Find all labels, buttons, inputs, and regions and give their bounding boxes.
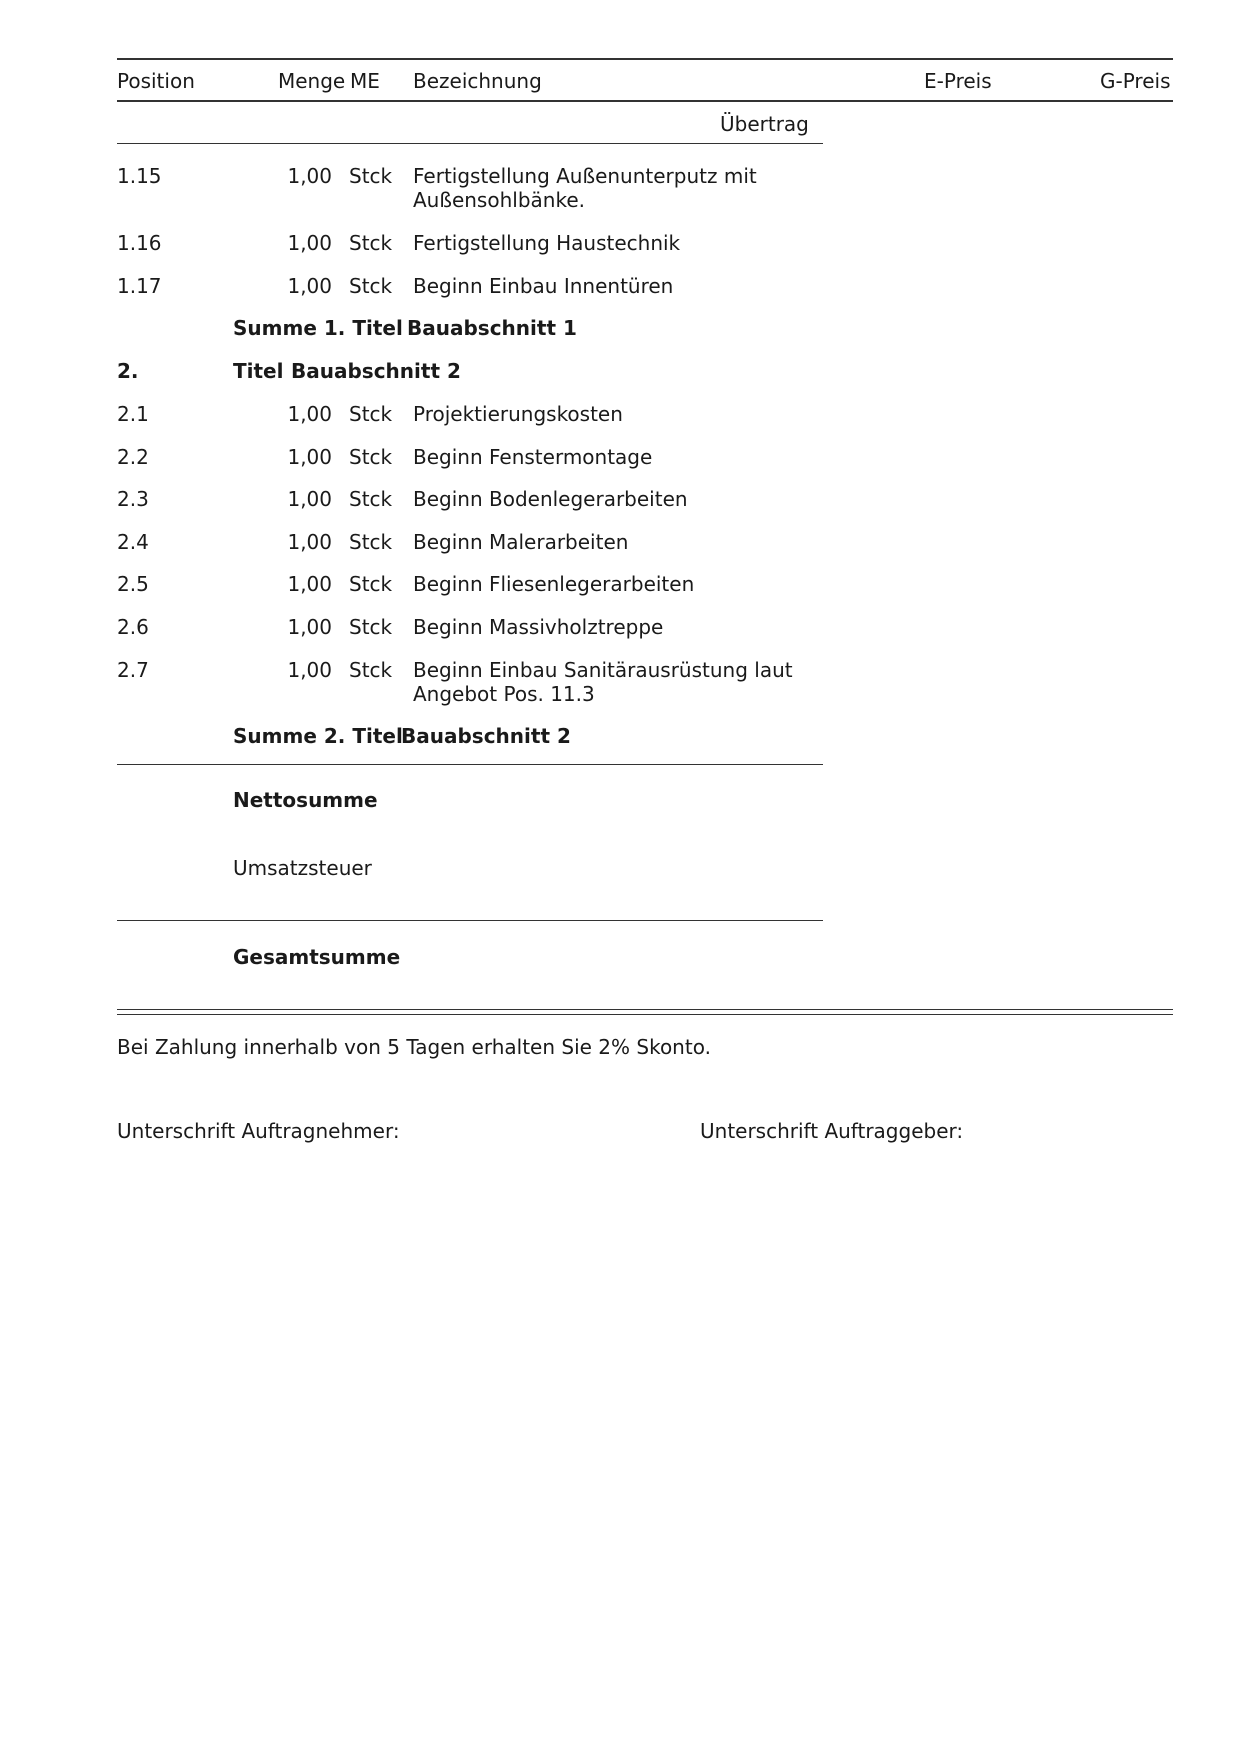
title2-label: Titel (233, 359, 284, 383)
col-header-me: ME (350, 69, 380, 93)
row-description: Beginn Bodenlegerarbeiten (413, 487, 688, 511)
row-me: Stck (349, 572, 393, 596)
row-description: Beginn Einbau Sanitärausrüstung laut Angebot Pos. 11.3 (413, 658, 793, 706)
row-position: 2.2 (117, 445, 149, 469)
double-rule-bottom (117, 1014, 1173, 1015)
sum2-label: Summe 2. Titel (233, 724, 403, 748)
header-top-rule (117, 58, 1173, 60)
sum2-rule (117, 764, 823, 765)
col-header-bezeichnung: Bezeichnung (413, 69, 542, 93)
sum1-label: Summe 1. Titel (233, 316, 403, 340)
row-position: 1.15 (117, 164, 162, 188)
row-position: 1.17 (117, 274, 162, 298)
uebertrag-label: Übertrag (720, 112, 809, 136)
gesamt-label: Gesamtsumme (233, 945, 401, 969)
sign-contractor-label: Unterschrift Auftragnehmer: (117, 1119, 400, 1143)
row-menge: 1,00 (287, 274, 332, 298)
row-description: Beginn Fliesenlegerarbeiten (413, 572, 695, 596)
row-me: Stck (349, 487, 393, 511)
row-me: Stck (349, 402, 393, 426)
netto-label: Nettosumme (233, 788, 378, 812)
row-menge: 1,00 (287, 164, 332, 188)
sum2-name: Bauabschnitt 2 (401, 724, 571, 748)
row-description: Beginn Einbau Innentüren (413, 274, 674, 298)
ust-label: Umsatzsteuer (233, 856, 372, 880)
row-me: Stck (349, 530, 393, 554)
row-menge: 1,00 (287, 487, 332, 511)
row-menge: 1,00 (287, 615, 332, 639)
row-me: Stck (349, 445, 393, 469)
uebertrag-rule (117, 143, 823, 144)
totals-rule (117, 920, 823, 921)
sum1-name: Bauabschnitt 1 (407, 316, 577, 340)
row-position: 2.4 (117, 530, 149, 554)
row-description: Fertigstellung Haustechnik (413, 231, 681, 255)
row-menge: 1,00 (287, 530, 332, 554)
row-position: 2.3 (117, 487, 149, 511)
row-menge: 1,00 (287, 658, 332, 682)
row-position: 2.5 (117, 572, 149, 596)
row-menge: 1,00 (287, 231, 332, 255)
skonto-note: Bei Zahlung innerhalb von 5 Tagen erhalten Sie 2% Skonto. (117, 1035, 711, 1059)
row-description: Fertigstellung Außenunterputz mit Außensohlbänke. (413, 164, 757, 212)
double-rule-top (117, 1009, 1173, 1010)
col-header-menge: Menge (278, 69, 346, 93)
title2-position: 2. (117, 359, 139, 383)
row-position: 2.6 (117, 615, 149, 639)
row-me: Stck (349, 274, 393, 298)
row-description: Beginn Massivholztreppe (413, 615, 664, 639)
col-header-gpreis: G-Preis (1100, 69, 1171, 93)
row-menge: 1,00 (287, 572, 332, 596)
row-menge: 1,00 (287, 402, 332, 426)
row-menge: 1,00 (287, 445, 332, 469)
row-description: Beginn Malerarbeiten (413, 530, 629, 554)
row-me: Stck (349, 615, 393, 639)
row-position: 2.7 (117, 658, 149, 682)
row-description: Beginn Fenstermontage (413, 445, 653, 469)
row-me: Stck (349, 231, 393, 255)
row-position: 2.1 (117, 402, 149, 426)
row-position: 1.16 (117, 231, 162, 255)
title2-name: Bauabschnitt 2 (291, 359, 461, 383)
header-bottom-rule (117, 100, 1173, 102)
sign-client-label: Unterschrift Auftraggeber: (700, 1119, 964, 1143)
row-me: Stck (349, 658, 393, 682)
col-header-position: Position (117, 69, 195, 93)
row-description: Projektierungskosten (413, 402, 623, 426)
row-me: Stck (349, 164, 393, 188)
col-header-epreis: E-Preis (924, 69, 992, 93)
